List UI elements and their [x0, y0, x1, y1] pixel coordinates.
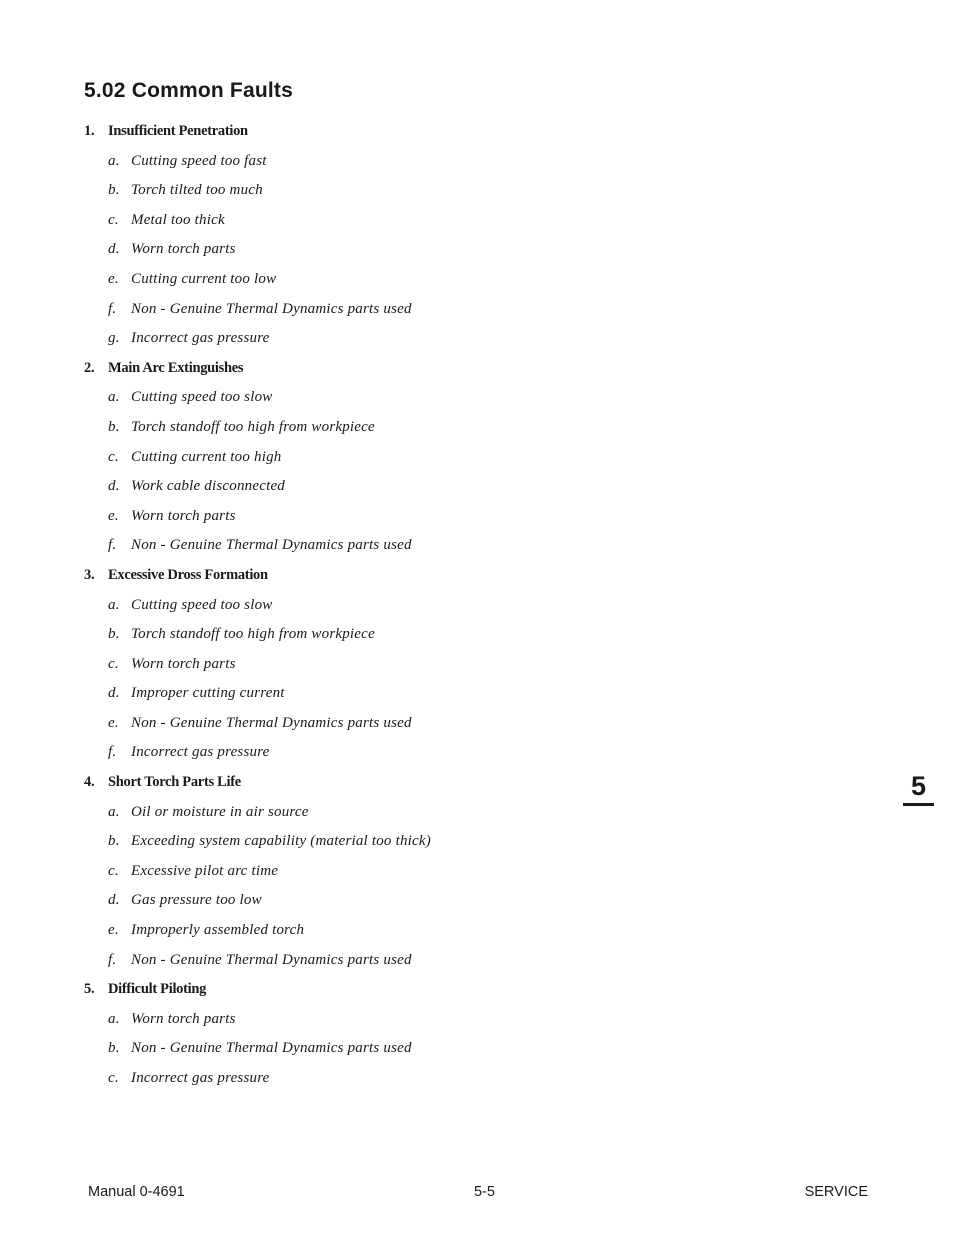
- fault-heading-text: Difficult Piloting: [108, 981, 207, 998]
- cause-text: Non - Genuine Thermal Dynamics parts used: [131, 300, 412, 317]
- cause-item: [84, 593, 784, 623]
- cause-letter: a.: [108, 803, 120, 820]
- cause-text: Worn torch parts: [131, 655, 236, 672]
- cause-letter: g.: [108, 330, 120, 347]
- fault-number: 3.: [84, 566, 95, 583]
- cause-text: Cutting current too low: [131, 270, 277, 287]
- cause-item: [84, 267, 784, 297]
- cause-item: [84, 859, 784, 889]
- cause-text: Incorrect gas pressure: [131, 744, 270, 761]
- cause-item: [84, 740, 784, 770]
- fault-number: 2.: [84, 359, 95, 376]
- cause-letter: f.: [108, 951, 117, 968]
- cause-text: Cutting speed too slow: [131, 596, 273, 613]
- fault-group: [84, 563, 784, 770]
- cause-text: Non - Genuine Thermal Dynamics parts used: [131, 537, 412, 554]
- fault-heading: [84, 563, 784, 593]
- cause-text: Worn torch parts: [131, 241, 236, 258]
- faults-list: [84, 119, 784, 1096]
- cause-letter: b.: [108, 626, 120, 643]
- cause-letter: c.: [108, 862, 119, 879]
- cause-text: Improperly assembled torch: [131, 922, 305, 939]
- cause-item: [84, 385, 784, 415]
- cause-text: Incorrect gas pressure: [131, 330, 270, 347]
- fault-heading-text: Short Torch Parts Life: [108, 774, 241, 791]
- cause-item: [84, 681, 784, 711]
- fault-group: [84, 119, 784, 356]
- cause-item: [84, 652, 784, 682]
- fault-heading: [84, 356, 784, 386]
- cause-item: [84, 1007, 784, 1037]
- cause-item: [84, 445, 784, 475]
- cause-text: Gas pressure too low: [131, 892, 262, 909]
- cause-text: Non - Genuine Thermal Dynamics parts used: [131, 714, 412, 731]
- cause-letter: b.: [108, 182, 120, 199]
- fault-number: 1.: [84, 123, 95, 139]
- cause-item: [84, 918, 784, 948]
- fault-group: [84, 977, 784, 1095]
- fault-heading-text: Insufficient Penetration: [108, 123, 248, 139]
- cause-letter: e.: [108, 507, 119, 524]
- fault-number: 5.: [84, 981, 95, 998]
- cause-text: Non - Genuine Thermal Dynamics parts used: [131, 1040, 412, 1057]
- cause-letter: c.: [108, 448, 119, 465]
- cause-text: Torch standoff too high from workpiece: [131, 626, 375, 643]
- cause-item: [84, 297, 784, 327]
- cause-item: [84, 504, 784, 534]
- cause-item: [84, 888, 784, 918]
- cause-text: Non - Genuine Thermal Dynamics parts used: [131, 951, 412, 968]
- footer-section-name: SERVICE: [804, 1184, 868, 1200]
- cause-text: Incorrect gas pressure: [131, 1070, 270, 1086]
- cause-letter: b.: [108, 833, 120, 850]
- cause-letter: c.: [108, 1070, 119, 1086]
- cause-item: [84, 1036, 784, 1066]
- cause-letter: e.: [108, 270, 119, 287]
- cause-text: Excessive pilot arc time: [131, 862, 279, 879]
- cause-letter: a.: [108, 1010, 120, 1027]
- fault-group: [84, 770, 784, 977]
- cause-item: [84, 237, 784, 267]
- cause-text: Cutting current too high: [131, 448, 282, 465]
- cause-letter: a.: [108, 389, 120, 406]
- cause-text: Work cable disconnected: [131, 478, 285, 495]
- cause-text: Metal too thick: [131, 211, 225, 228]
- cause-text: Worn torch parts: [131, 1010, 236, 1027]
- cause-item: [84, 711, 784, 741]
- cause-item: [84, 829, 784, 859]
- cause-text: Cutting speed too slow: [131, 389, 273, 406]
- cause-letter: d.: [108, 892, 120, 909]
- section-tab: 5: [903, 770, 934, 806]
- fault-heading: [84, 770, 784, 800]
- cause-item: [84, 622, 784, 652]
- fault-number: 4.: [84, 774, 95, 791]
- cause-letter: e.: [108, 922, 119, 939]
- cause-item: [84, 948, 784, 978]
- page-title: 5.02 Common Faults: [84, 79, 293, 102]
- cause-item: [84, 1066, 784, 1096]
- cause-letter: c.: [108, 655, 119, 672]
- cause-item: [84, 474, 784, 504]
- cause-item: [84, 326, 784, 356]
- cause-letter: d.: [108, 685, 120, 702]
- cause-letter: c.: [108, 211, 119, 228]
- fault-heading: [84, 977, 784, 1007]
- footer-page-number: 5-5: [474, 1184, 495, 1200]
- cause-letter: d.: [108, 478, 120, 495]
- cause-item: [84, 415, 784, 445]
- cause-text: Cutting speed too fast: [131, 152, 267, 169]
- fault-heading: [84, 119, 784, 149]
- cause-text: Improper cutting current: [131, 685, 285, 702]
- cause-text: Oil or moisture in air source: [131, 803, 309, 820]
- footer-manual-number: Manual 0-4691: [88, 1184, 185, 1200]
- cause-item: [84, 208, 784, 238]
- cause-text: Worn torch parts: [131, 507, 236, 524]
- cause-letter: d.: [108, 241, 120, 258]
- cause-letter: f.: [108, 300, 117, 317]
- cause-letter: f.: [108, 537, 117, 554]
- cause-letter: a.: [108, 596, 120, 613]
- cause-text: Torch tilted too much: [131, 182, 263, 199]
- fault-heading-text: Excessive Dross Formation: [108, 566, 268, 583]
- cause-item: [84, 533, 784, 563]
- cause-letter: b.: [108, 1040, 120, 1057]
- cause-item: [84, 800, 784, 830]
- cause-letter: b.: [108, 418, 120, 435]
- cause-letter: f.: [108, 744, 117, 761]
- cause-letter: e.: [108, 714, 119, 731]
- cause-text: Exceeding system capability (material too thick): [131, 833, 431, 850]
- cause-item: [84, 178, 784, 208]
- cause-text: Torch standoff too high from workpiece: [131, 418, 375, 435]
- fault-heading-text: Main Arc Extinguishes: [108, 359, 244, 376]
- fault-group: [84, 356, 784, 563]
- cause-item: [84, 149, 784, 179]
- cause-letter: a.: [108, 152, 120, 169]
